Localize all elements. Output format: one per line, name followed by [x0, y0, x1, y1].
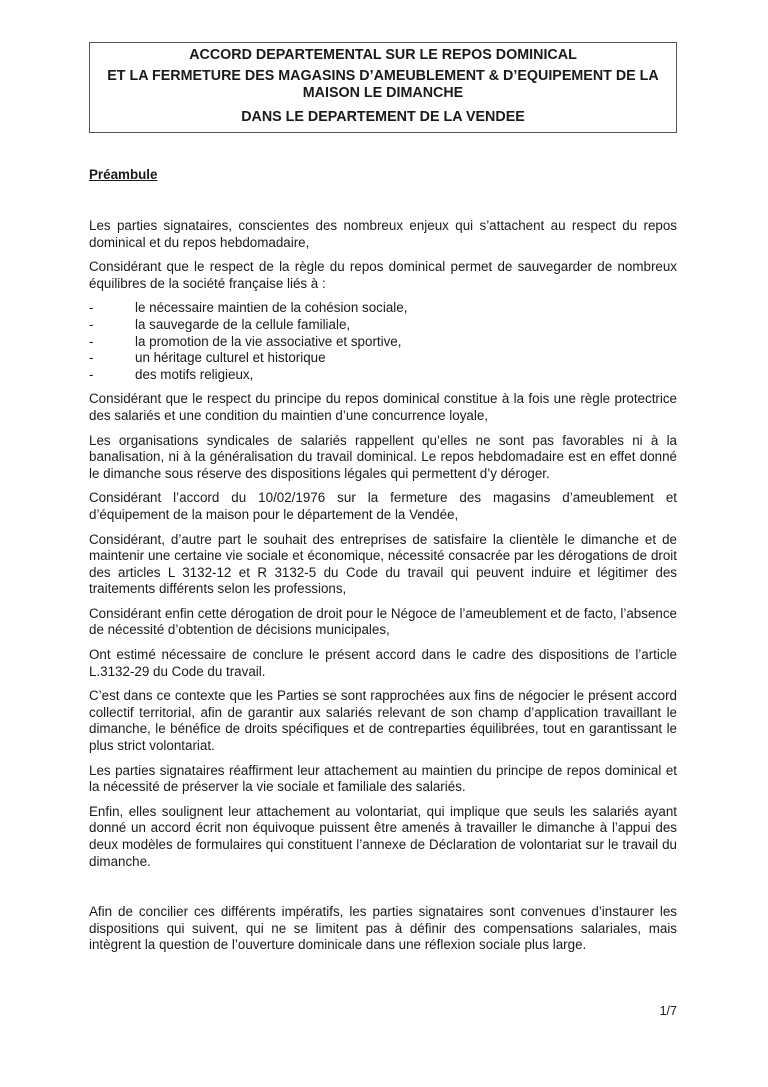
paragraph: Ont estimé nécessaire de conclure le présent accord dans le cadre des dispositions de l’article L.3132-29 du Code du travail.: [89, 647, 677, 679]
bullet-dash: -: [89, 316, 94, 332]
title-line-1: ACCORD DEPARTEMENTAL SUR LE REPOS DOMINICAL: [189, 47, 577, 63]
list-item: [89, 350, 677, 367]
preamble-heading: Préambule: [89, 167, 158, 182]
list-item: [89, 334, 677, 351]
paragraph: Considérant l’accord du 10/02/1976 sur la fermeture des magasins d’ameublement et d’équipement de la maison pour le département de la Vendée,: [89, 490, 677, 522]
title-box: [89, 42, 677, 133]
bullet-dash: -: [89, 366, 94, 382]
paragraph: Les parties signataires, conscientes des nombreux enjeux qui s’attachent au respect du repos dominical et du repos hebdomadaire,: [89, 218, 677, 250]
paragraph: Considérant, d’autre part le souhait des entreprises de satisfaire la clientèle le dimanche et de maintenir une certaine vie sociale et économique, nécessité consacrée par les dérogations de droit des articles L 3132-12 et R 3132-5 du Code du travail qui peuvent induire et légitimer des traitements différents selon les professions,: [89, 531, 677, 597]
document-page: [89, 42, 677, 962]
list-item-text: la promotion de la vie associative et sportive,: [135, 333, 402, 349]
paragraph: Les organisations syndicales de salariés rappellent qu’elles ne sont pas favorables ni à la banalisation, ni à la généralisation du travail dominical. Le repos hebdomadaire est en effet donné le dimanche sous réserve des dispositions légales qui permettent d’y déroger.: [89, 432, 677, 481]
list-item: [89, 317, 677, 334]
page-number: 1/7: [659, 1004, 677, 1018]
final-paragraph: Afin de concilier ces différents impératifs, les parties signataires sont convenues d’instaurer les dispositions qui suivent, qui ne se limitent pas à définir des compensations salariales, mais intègrent la question de l’ouverture dominicale dans une réflexion sociale plus large.: [89, 904, 677, 953]
document-body: [89, 218, 677, 954]
paragraph: Enfin, elles soulignent leur attachement au volontariat, qui implique que seuls les salariés ayant donné un accord écrit non équivoque puissent être amenés à travailler le dimanche à l’appui des deux modèles de formulaires qui constituent l’annexe de Déclaration de volontariat sur le travail du dimanche.: [89, 803, 677, 869]
bullet-dash: -: [89, 350, 94, 366]
title-line-2: ET LA FERMETURE DES MAGASINS D’AMEUBLEMENT & D’EQUIPEMENT DE LA MAISON LE DIMANCHE: [107, 67, 659, 101]
title-line-3: DANS LE DEPARTEMENT DE LA VENDEE: [241, 108, 525, 125]
paragraph: Considérant que le respect de la règle du repos dominical permet de sauvegarder de nombreux équilibres de la société française liés à :: [89, 259, 677, 291]
bullet-dash: -: [89, 300, 94, 316]
paragraph: Considérant enfin cette dérogation de droit pour le Négoce de l’ameublement et de facto, l’absence de nécessité d’obtention de décisions municipales,: [89, 605, 677, 638]
list-item-text: un héritage culturel et historique: [135, 350, 326, 366]
paragraph: Les parties signataires réaffirment leur attachement au maintien du principe de repos dominical et la nécessité de préserver la vie sociale et familiale des salariés.: [89, 762, 677, 795]
list-item-text: la sauvegarde de la cellule familiale,: [135, 316, 351, 332]
list-item-text: le nécessaire maintien de la cohésion sociale,: [135, 300, 408, 316]
list-item: [89, 300, 677, 317]
bullet-list: [89, 300, 677, 383]
paragraph: C’est dans ce contexte que les Parties se sont rapprochées aux fins de négocier le présent accord collectif territorial, afin de garantir aux salariés relevant de son champ d’application travaillant le dimanche, le bénéfice de droits spécifiques et de contreparties équilibrées, tout en garantissant le plus strict volontariat.: [89, 688, 677, 754]
list-item: [89, 367, 677, 384]
paragraph: Considérant que le respect du principe du repos dominical constitue à la fois une règle protectrice des salariés et une condition du maintien d’une concurrence loyale,: [89, 391, 677, 423]
bullet-dash: -: [89, 333, 94, 349]
list-item-text: des motifs religieux,: [135, 366, 254, 382]
